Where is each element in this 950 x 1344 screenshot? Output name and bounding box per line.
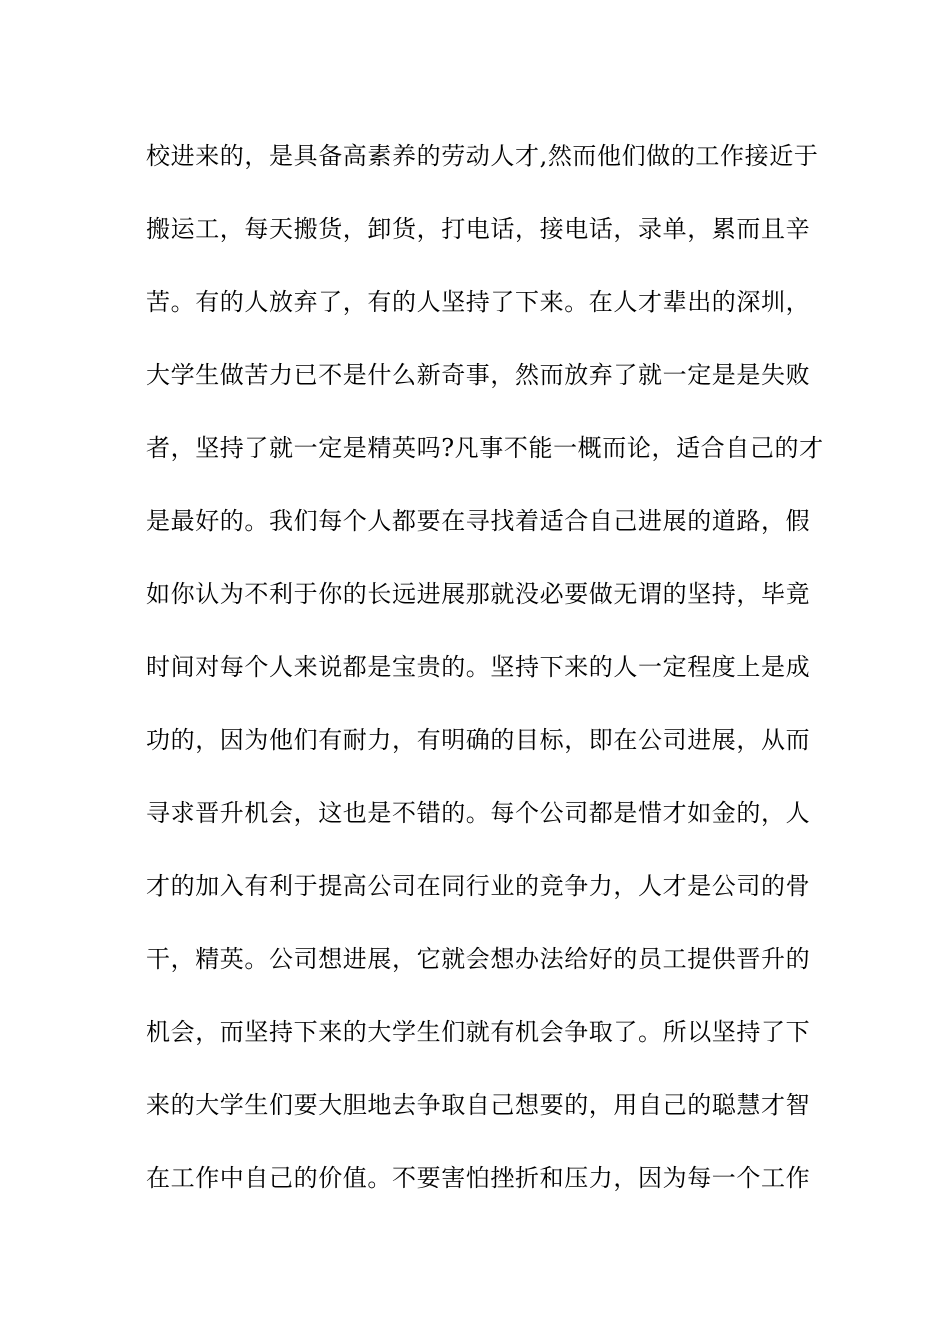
text-line-6: 是最好的。我们每个人都要在寻找着适合自己进展的道路，假	[146, 507, 811, 535]
text-line-5: 者，坚持了就一定是精英吗?凡事不能一概而论，适合自己的才	[146, 434, 824, 462]
text-line-9: 功的，因为他们有耐力，有明确的目标，即在公司进展，从而	[146, 726, 811, 754]
text-line-3: 苦。有的人放弃了，有的人坚持了下来。在人才辈出的深圳，	[146, 288, 811, 316]
body-text	[146, 130, 826, 1225]
text-line-7: 如你认为不利于你的长远进展那就没必要做无谓的坚持，毕竟	[146, 580, 811, 608]
text-line-8: 时间对每个人来说都是宝贵的。坚持下来的人一定程度上是成	[146, 653, 811, 681]
text-line-12: 干，精英。公司想进展，它就会想办法给好的员工提供晋升的	[146, 945, 811, 973]
text-line-14: 来的大学生们要大胆地去争取自己想要的，用自己的聪慧才智	[146, 1091, 811, 1119]
text-line-11: 才的加入有利于提高公司在同行业的竞争力，人才是公司的骨	[146, 872, 811, 900]
text-line-4: 大学生做苦力已不是什么新奇事，然而放弃了就一定是是失败	[146, 361, 811, 389]
text-line-10: 寻求晋升机会，这也是不错的。每个公司都是惜才如金的，人	[146, 799, 811, 827]
text-line-1: 校进来的，是具备高素养的劳动人才,然而他们做的工作接近于	[146, 142, 819, 170]
text-line-2: 搬运工，每天搬货，卸货，打电话，接电话，录单，累而且辛	[146, 215, 811, 243]
text-line-13: 机会，而坚持下来的大学生们就有机会争取了。所以坚持了下	[146, 1018, 811, 1046]
text-line-15: 在工作中自己的价值。不要害怕挫折和压力，因为每一个工作	[146, 1164, 811, 1192]
